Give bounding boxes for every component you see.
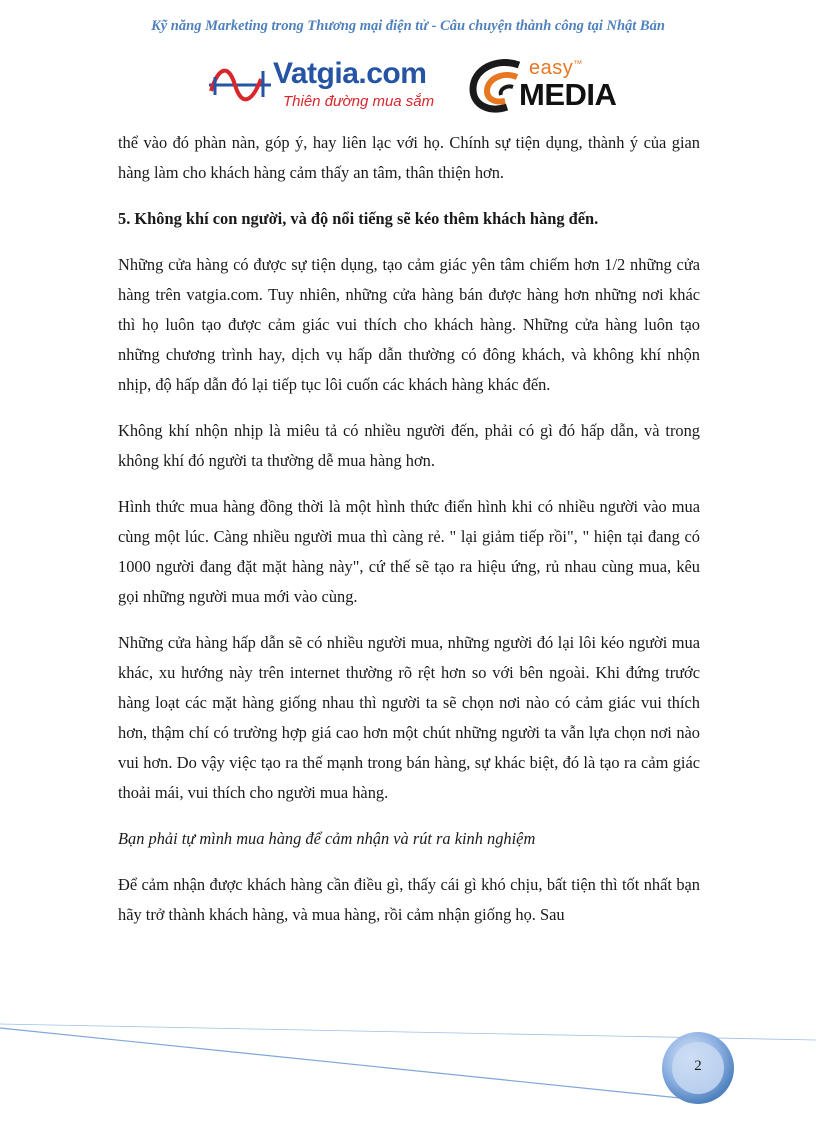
paragraph: Những cửa hàng có được sự tiện dụng, tạo cảm giác yên tâm chiếm hơn 1/2 những cửa hàng trên vatgia.com. Tuy nhiên, những cửa hàng bán được hàng hơn những nơi khác thì họ luôn tạo được cảm giác vui thích cho khách hàng. Những cửa hàng luôn tạo những chương trình hay, dịch vụ hấp dẫn thường có đông khách, và không khí nhộn nhịp, độ hấp dẫn đó lại tiếp tục lôi cuốn các khách hàng khác đến. xyxy=(118,255,700,394)
document-body xyxy=(118,128,700,946)
vatgia-logo xyxy=(205,55,460,115)
trademark-mark: ™ xyxy=(573,58,583,69)
vatgia-wave-icon xyxy=(205,55,275,115)
paragraph: thể vào đó phàn nàn, góp ý, hay liên lạc với họ. Chính sự tiện dụng, thành ý của gian hàng làm cho khách hàng cảm thấy an tâm, thân thiện hơn. xyxy=(118,133,700,182)
easymedia-easy-text: easy™ xyxy=(529,57,583,79)
logo-banner xyxy=(205,55,635,117)
section-heading: 5. Không khí con người, và độ nổi tiếng sẽ kéo thêm khách hàng đến. xyxy=(118,209,599,228)
easymedia-media-text: MEDIA xyxy=(519,77,617,112)
vatgia-tagline: Thiên đường mua sắm xyxy=(283,93,435,110)
page-number: 2 xyxy=(694,1058,702,1074)
running-header: Kỹ năng Marketing trong Thương mại điện tử - Câu chuyện thành công tại Nhật Bản xyxy=(151,18,665,34)
vatgia-wordmark: Vatgia.com xyxy=(273,57,427,90)
paragraph: Để cảm nhận được khách hàng cần điều gì, thấy cái gì khó chịu, bất tiện thì tốt nhất bạn hãy trở thành khách hàng, và mua hàng, rồi cảm nhận giống họ. Sau xyxy=(118,875,700,924)
paragraph: Những cửa hàng hấp dẫn sẽ có nhiều người mua, những người đó lại lôi kéo người mua khác, xu hướng này trên internet thường rõ rệt hơn so với bên ngoài. Khi đứng trước hàng loạt các mặt hàng giống nhau thì người ta sẽ chọn nơi nào có cảm giác vui thích hơn, thậm chí có trường hợp giá cao hơn một chút những người ta vẫn lựa chọn nơi nào vui hơn. Do vậy việc tạo ra thế mạnh trong bán hàng, sự khác biệt, đó là tạo ra cảm giác thoải mái, vui thích cho người mua hàng. xyxy=(118,633,700,802)
paragraph: Không khí nhộn nhịp là miêu tả có nhiều người đến, phải có gì đó hấp dẫn, và trong không khí đó người ta thường dễ mua hàng hơn. xyxy=(118,421,700,470)
italic-subheading: Bạn phải tự mình mua hàng để cảm nhận và rút ra kinh nghiệm xyxy=(118,829,536,848)
easymedia-logo xyxy=(467,57,627,115)
easymedia-swirl-icon xyxy=(467,57,527,115)
paragraph: Hình thức mua hàng đồng thời là một hình thức điển hình khi có nhiều người vào mua cùng một lúc. Càng nhiều người mua thì càng rẻ. " lại giảm tiếp rồi", " hiện tại đang có 1000 người đang đặt mặt hàng này", cứ thế sẽ tạo ra hiệu ứng, rủ nhau cùng mua, kêu gọi những người mua mới vào cùng. xyxy=(118,497,700,606)
